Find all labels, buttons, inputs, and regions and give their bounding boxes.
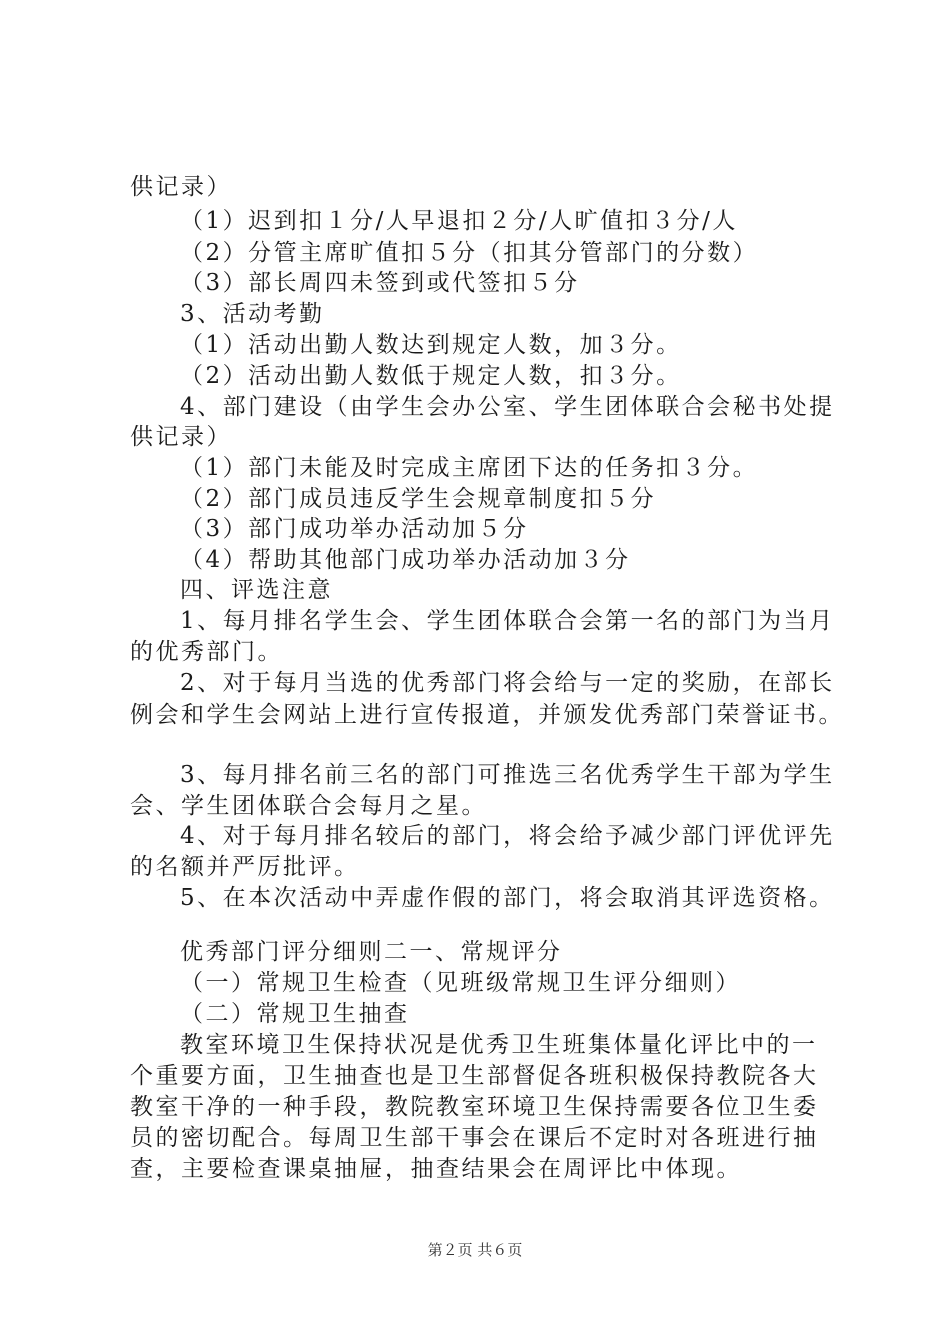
text-line: 的优秀部门。 bbox=[130, 639, 283, 665]
page-number: 第２页 共６页 bbox=[427, 1241, 523, 1259]
text-line: 1、每月排名学生会、学生团体联合会第一名的部门为当月 bbox=[180, 608, 835, 634]
text-line: 3、每月排名前三名的部门可推选三名优秀学生干部为学生 bbox=[180, 762, 835, 788]
text-line: （1）活动出勤人数达到规定人数，加３分。 bbox=[180, 332, 682, 358]
text-line: 查，主要检查课桌抽屉，抽查结果会在周评比中体现。 bbox=[130, 1156, 742, 1182]
text-line: 的名额并严厉批评。 bbox=[130, 854, 360, 880]
text-line: 会、学生团体联合会每月之星。 bbox=[130, 793, 487, 819]
text-line: （3）部长周四未签到或代签扣５分 bbox=[180, 270, 580, 296]
text-line: （1）迟到扣１分/人早退扣２分/人旷值扣３分/人 bbox=[180, 208, 738, 234]
text-line: 供记录） bbox=[130, 174, 232, 200]
text-line: 5、在本次活动中弄虚作假的部门，将会取消其评选资格。 bbox=[180, 885, 835, 911]
section-heading: 优秀部门评分细则二一、常规评分 bbox=[180, 939, 563, 965]
text-line: （二）常规卫生抽查 bbox=[180, 1001, 410, 1027]
text-line: 4、对于每月排名较后的部门，将会给予减少部门评优评先 bbox=[180, 823, 835, 849]
text-line: 2、对于每月当选的优秀部门将会给与一定的奖励，在部长 bbox=[180, 670, 835, 696]
text-line: 例会和学生会网站上进行宣传报道，并颁发优秀部门荣誉证书。 bbox=[130, 702, 844, 728]
text-line: 供记录） bbox=[130, 424, 232, 450]
text-line: （1）部门未能及时完成主席团下达的任务扣３分。 bbox=[180, 455, 759, 481]
text-line: 个重要方面，卫生抽查也是卫生部督促各班积极保持教院各大 bbox=[130, 1063, 819, 1089]
text-line: 3、活动考勤 bbox=[180, 301, 325, 327]
text-line: （一）常规卫生检查（见班级常规卫生评分细则） bbox=[180, 970, 741, 996]
text-line: （3）部门成功举办活动加５分 bbox=[180, 516, 529, 542]
section-heading: 四、评选注意 bbox=[180, 577, 333, 603]
text-line: （2）活动出勤人数低于规定人数，扣３分。 bbox=[180, 363, 682, 389]
text-line: （4）帮助其他部门成功举办活动加３分 bbox=[180, 547, 631, 573]
text-line: 员的密切配合。每周卫生部干事会在课后不定时对各班进行抽 bbox=[130, 1125, 819, 1151]
text-line: 教室环境卫生保持状况是优秀卫生班集体量化评比中的一 bbox=[180, 1032, 818, 1058]
text-line: 4、部门建设（由学生会办公室、学生团体联合会秘书处提 bbox=[180, 394, 835, 420]
text-line: （2）部门成员违反学生会规章制度扣５分 bbox=[180, 486, 657, 512]
text-line: （2）分管主席旷值扣５分（扣其分管部门的分数） bbox=[180, 240, 759, 266]
text-line: 教室干净的一种手段，教院教室环境卫生保持需要各位卫生委 bbox=[130, 1094, 819, 1120]
